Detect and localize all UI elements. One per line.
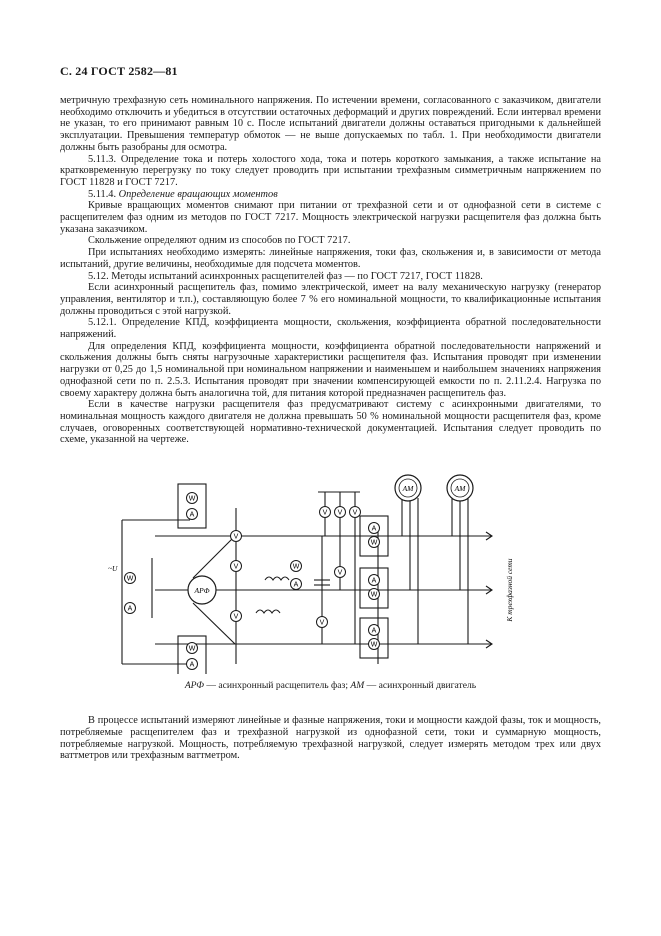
paragraph: Если асинхронный расщепитель фаз, помимо электрической, имеет на валу механическую нагрузку (генератор управления, вентилятор и т.п.), составляющую более 7 % его номинальной мощности, то квалификационные испытания должны проводиться с этой нагрузкой. <box>60 282 601 317</box>
wattmeter-label: W <box>188 495 196 503</box>
paragraph: Кривые вращающих моментов снимают при питании от трехфазной сети и от однофазной сети в системе с расщепителем фаз одним из методов по ГОСТ 7217. Мощность электрической нагрузки расщепителя фаз должна быть указана заказчиком. <box>60 200 601 235</box>
caption-text: — асинхронный двигатель <box>364 680 477 692</box>
ammeter-label: A <box>293 581 299 589</box>
ammeter-label: A <box>127 605 133 613</box>
voltmeter-label: V <box>337 509 343 517</box>
supply-label: ~U <box>108 564 118 574</box>
paragraph: Для определения КПД, коэффициента мощности, коэффициента обратной последовательности напряжений и скольжения должны быть сняты нагрузочные характеристики расщепителя фаз. Испытания проводят при изменении нагрузки от 0,25 до 1,5 номинальной при номинальном напряжении и наименьшем и наибольшем значениях напряжения однофазной сети по п. 2.5.3. Испытания проводят при значении компенсирующей емкости по п. 2.11.2.4. Нагрузка по своему характеру должна быть аналогична той, для питания которой предназначен расщепитель фаз. <box>60 340 601 399</box>
wattmeter-label: W <box>126 575 134 583</box>
paragraph: Если в качестве нагрузки расщепителя фаз предусматривают систему с асинхронными двигателями, то номинальная мощность каждого двигателя не должна превышать 50 % номинальной мощности расщепителя фаз, кроме случаев, оговоренных соответствующей нормативно-технической документацией. Испытания следует проводить по схеме, указанной на чертеже. <box>60 399 601 446</box>
body-text <box>60 95 601 446</box>
voltmeter-label: V <box>322 509 328 517</box>
wattmeter-label: W <box>370 591 378 599</box>
network-label: К трехфазной сети <box>505 558 514 622</box>
ammeter-label: A <box>371 525 377 533</box>
wattmeter-label: W <box>370 539 378 547</box>
motor-label: АМ <box>454 484 466 494</box>
section-heading <box>60 189 601 201</box>
caption-text: — асинхронный расщепитель фаз; <box>204 680 351 692</box>
splitter-label: АРФ <box>194 586 210 596</box>
paragraph: Скольжение определяют одним из способов по ГОСТ 7217. <box>88 235 351 247</box>
voltmeter-label: V <box>233 533 239 541</box>
circuit-diagram <box>60 468 601 674</box>
voltmeter-label: V <box>337 569 343 577</box>
caption-abbr: АРФ <box>184 680 204 692</box>
page-header: С. 24 ГОСТ 2582—81 <box>60 64 178 78</box>
body-text-after-figure <box>60 715 601 762</box>
voltmeter-label: V <box>352 509 358 517</box>
wattmeter-label: W <box>370 641 378 649</box>
paragraph: 5.11.3. Определение тока и потерь холостого хода, тока и потерь короткого замыкания, а также испытание на кратковременную перегрузку по току следует проводить при испытании трехфазным симметричным напряжением по ГОСТ 11828 и ГОСТ 7217. <box>60 153 601 188</box>
paragraph: 5.12.1. Определение КПД, коэффициента мощности, скольжения, коэффициента обратной последовательности напряжений. <box>60 317 601 341</box>
figure-caption <box>60 680 601 691</box>
circuit-diagram-svg <box>60 468 601 674</box>
wattmeter-label: W <box>292 563 300 571</box>
document-page <box>60 64 601 762</box>
section-title: Определение вращающих моментов <box>118 188 278 200</box>
voltmeter-label: V <box>233 613 239 621</box>
motor-label: АМ <box>402 484 414 494</box>
paragraph: В процессе испытаний измеряют линейные и фазные напряжения, токи и мощности каждой фазы, ток и мощность, потребляемые расщепителем фаз и трехфазной нагрузкой из однофазной сети, токи и суммарную мощность, потребляемые нагрузкой. Мощность, потребляемую трехфазной нагрузкой, следует измерять методом трех или двух ваттметров или трехфазным ваттметром. <box>60 715 601 762</box>
voltmeter-label: V <box>233 563 239 571</box>
section-number: 5.11.4. <box>88 188 117 200</box>
ammeter-label: A <box>189 661 195 669</box>
ammeter-label: A <box>371 627 377 635</box>
caption-abbr: АМ <box>350 680 365 692</box>
paragraph: метричную трехфазную сеть номинального напряжения. По истечении времени, согласованного с заказчиком, двигатели необходимо отключить и убедиться в отсутствии остаточных деформаций и других повреждений. Если интервал времени не указан, то его принимают равным 10 с. После испытаний двигатели должны оставаться пригодными к дальнейшей эксплуатации. Превышения температур обмоток — не выше допускаемых по табл. 1. При необходимости двигатели должны быть разобраны для осмотра. <box>60 95 601 153</box>
ammeter-label: A <box>371 577 377 585</box>
wattmeter-label: W <box>188 645 196 653</box>
paragraph: При испытаниях необходимо измерять: линейные напряжения, токи фаз, скольжения и, в зависимости от метода испытаний, другие величины, необходимые для подсчета моментов. <box>60 247 601 270</box>
paragraph: 5.12. Методы испытаний асинхронных расщепителей фаз — по ГОСТ 7217, ГОСТ 11828. <box>88 270 483 282</box>
ammeter-label: A <box>189 511 195 519</box>
voltmeter-label: V <box>319 619 325 627</box>
